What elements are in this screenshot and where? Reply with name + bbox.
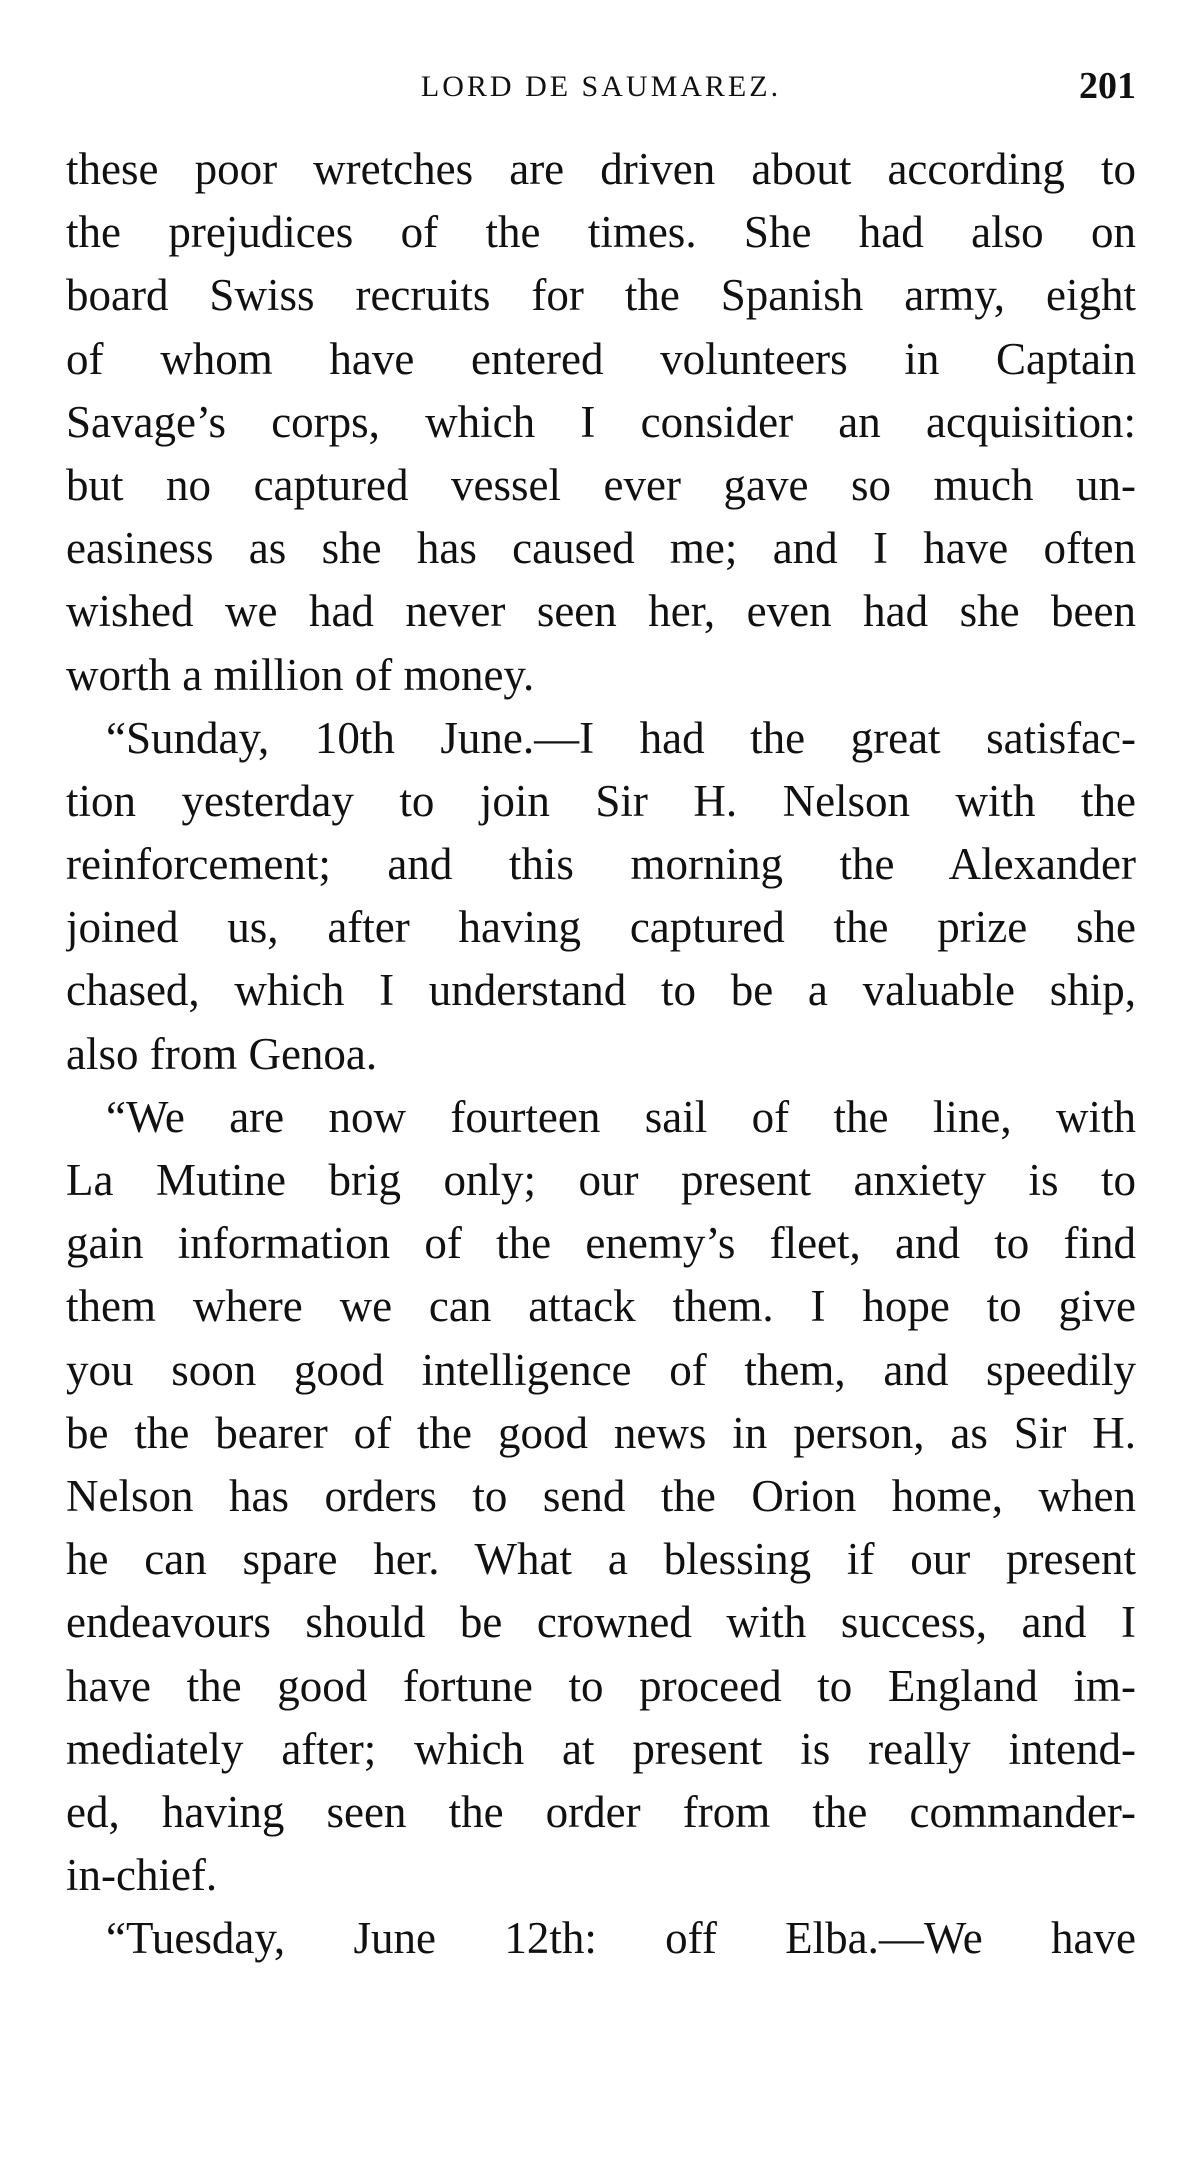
text-line: “Tuesday, June 12th: off Elba.—We have (106, 1913, 1136, 1964)
text-line: of whom have entered volunteers in Captain (66, 333, 1136, 384)
text-line: gain information of the enemy’s fleet, and to find (66, 1218, 1136, 1269)
text-line: he can spare her. What a blessing if our present (66, 1534, 1136, 1585)
text-line: La Mutine brig only; our present anxiety is to (66, 1155, 1136, 1205)
body-text (66, 138, 1136, 1970)
text-line: the prejudices of the times. She had also on (66, 207, 1136, 258)
text-line: joined us, after having captured the prize she (66, 902, 1136, 953)
text-line: also from Genoa. (66, 1028, 378, 1079)
text-line: ed, having seen the order from the commander- (66, 1786, 1136, 1837)
text-line: have the good fortune to proceed to England im- (66, 1660, 1136, 1711)
text-line: board Swiss recruits for the Spanish army, eight (66, 270, 1136, 321)
text-line: worth a million of money. (66, 649, 535, 700)
text-line: be the bearer of the good news in person, as Sir H. (66, 1407, 1136, 1458)
text-line: wished we had never seen her, even had she been (66, 586, 1136, 637)
text-line: but no captured vessel ever gave so much un- (66, 459, 1136, 510)
text-line: “Sunday, 10th June.—I had the great satisfac- (106, 712, 1136, 763)
text-line: endeavours should be crowned with success, and I (66, 1597, 1136, 1648)
text-line: reinforcement; and this morning the Alexander (66, 839, 1136, 890)
text-line: Nelson has orders to send the Orion home, when (66, 1470, 1136, 1521)
text-line: mediately after; which at present is really intend- (66, 1723, 1136, 1774)
text-line: tion yesterday to join Sir H. Nelson with the (66, 775, 1136, 826)
text-line: these poor wretches are driven about according to (66, 144, 1136, 194)
text-line: chased, which I understand to be a valuable ship, (66, 965, 1136, 1016)
text-line: you soon good intelligence of them, and speedily (66, 1344, 1136, 1395)
page-number: 201 (1079, 65, 1136, 107)
text-line: Savage’s corps, which I consider an acquisition: (66, 396, 1136, 447)
text-line: them where we can attack them. I hope to give (66, 1281, 1136, 1332)
running-head (66, 62, 1136, 112)
running-title: LORD DE SAUMAREZ. (420, 70, 782, 103)
text-line: “We are now fourteen sail of the line, with (106, 1091, 1136, 1142)
text-line: easiness as she has caused me; and I have often (66, 523, 1136, 574)
text-line: in-chief. (66, 1850, 218, 1901)
